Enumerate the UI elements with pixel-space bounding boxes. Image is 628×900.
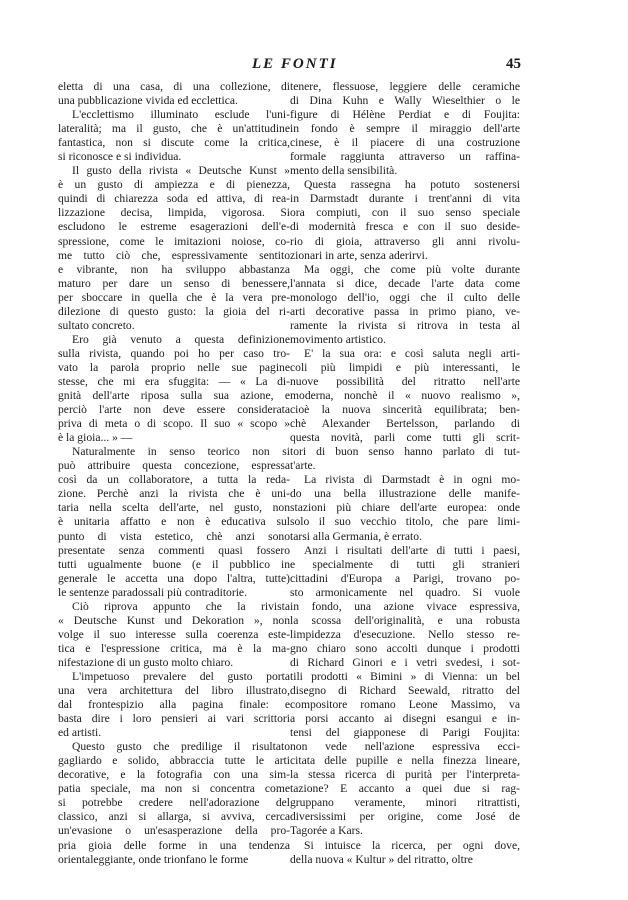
text-line: solo il suo vecchio titolo, che pare limi- — [290, 515, 520, 529]
text-line: tensi del giapponese di Parigi Foujita: — [290, 726, 520, 740]
text-line: sto armonicamente nel quadro. Si vuole — [290, 585, 520, 599]
paragraph — [58, 445, 290, 600]
text-line: chè Alexander Bertelsson, parlando di — [290, 417, 520, 431]
text-line: taria nella scelta dell'arte, nel gusto, non — [58, 501, 290, 515]
text-line: tica e l'espressione critica, ma è la ma- — [58, 641, 290, 655]
text-line: della nuova « Kultur » del ritratto, oltre — [290, 852, 473, 866]
text-line: classico, anzi si allarga, si avviva, cerca — [58, 810, 290, 824]
text-line: me tutto ciò che, espressivamente sentito — [58, 248, 290, 262]
text-line: escludono le estreme esagerazioni dell'e- — [58, 220, 290, 234]
text-line: e specialmente di tutti gli stranieri — [290, 557, 520, 571]
text-line: quindi di chiarezza soda ed attiva, di rea- — [58, 192, 290, 206]
text-line: le sentenze paradossali più contraditorie. — [58, 585, 247, 599]
text-line: compositore romano Leone Massimo, va — [290, 698, 520, 712]
paragraph — [290, 80, 520, 178]
page-number: 45 — [506, 56, 521, 72]
text-line: dal frontespizio alla pagina finale: e — [58, 698, 290, 712]
text-line: maturo per dare un senso di benessere, — [58, 276, 290, 290]
text-line: formale raggiunta attraverso un raffina- — [290, 150, 520, 164]
text-line: la scossa dell'originalità, e una robusta — [290, 613, 520, 627]
text-line: è unitaria affatto e non è educativa sul — [58, 515, 290, 529]
text-line: Ero già venuto a questa definizione — [72, 332, 290, 346]
text-line: si potrebbe credere nell'adorazione del — [58, 796, 290, 810]
text-line: disegno di Richard Seewald, ritratto del — [290, 684, 520, 698]
text-line: gno chiaro sono accolti dunque i prodotti — [290, 641, 520, 655]
text-line: diversissimi per origine, come José de — [290, 810, 520, 824]
text-line: vato la parola proprio nelle sue pagine — [58, 360, 290, 374]
text-line: nifestazione di un gusto molto chiaro. — [58, 655, 234, 669]
text-line: cioè la nuova sincerità equilibrata; ben- — [290, 403, 520, 417]
text-line: in Darmstadt durante i trent'anni di vita — [290, 192, 520, 206]
text-line: punto di vista estetico, chè anzi sono — [58, 529, 290, 543]
text-line: una pubblicazione vivida ed ecclettica. — [58, 94, 238, 108]
text-line: di modernità fresca e con il suo deside- — [290, 220, 520, 234]
text-line: La rivista di Darmstadt è in ogni mo- — [304, 473, 520, 487]
text-line: Ma oggi, che come più volte durante — [304, 262, 520, 276]
text-line: limpidezza d'esecuzione. Nello stesso re- — [290, 627, 520, 641]
text-line: dilezione di questo gusto: la gioia del ri- — [58, 304, 290, 318]
text-line: fantastica, non si discute come la critica, — [58, 136, 290, 150]
text-line: moderna, nonchè il « nuovo realismo », — [290, 389, 520, 403]
text-line: figure di Hélène Perdiat e di Foujita: — [290, 108, 520, 122]
text-line: basta dire i loro pensieri ai vari scrittori — [58, 712, 290, 726]
text-line: arti decorative passa in primo piano, ve- — [290, 304, 520, 318]
text-line: tazione? E accanto a quei due si rag- — [290, 782, 520, 796]
text-line: può attribuire questa concezione, espressa — [58, 459, 290, 473]
text-line: t'arte. — [290, 459, 316, 473]
paragraph — [58, 333, 290, 445]
text-line: è un gusto di ampiezza e di pienezza, — [58, 178, 290, 192]
text-line: così da un collaboratore, a tutta la reda- — [58, 473, 290, 487]
text-line: sulla rivista, quando poi ho per caso tro- — [58, 346, 290, 360]
text-line: movimento artistico. — [290, 332, 386, 346]
text-line: mento della sensibilità. — [290, 164, 398, 178]
text-line: tenere, flessuose, leggiere delle ceramiche — [290, 80, 520, 93]
text-line: in fondo è sempre il miraggio dell'arte — [290, 122, 520, 136]
text-line: la stessa ricerca di purità per l'interpreta- — [290, 768, 520, 782]
text-line: spressione, come le imitazioni noiose, co- — [58, 234, 290, 248]
text-line: coli più limpidi e più interessanti, le — [290, 360, 520, 374]
paragraph — [58, 600, 290, 670]
paragraph — [290, 544, 520, 839]
text-line: volge il suo interesse sulla coerenza este- — [58, 627, 290, 641]
text-line: per sboccare in quella che è la vera pre- — [58, 290, 290, 304]
text-line: Ciò riprova appunto che la rivista — [72, 599, 290, 613]
text-line: presentate senza commenti quasi fossero — [58, 543, 290, 557]
text-line: di Richard Ginori e i vetri svedesi, i sot- — [290, 655, 520, 669]
paragraph — [290, 473, 520, 543]
paragraph — [290, 347, 520, 473]
running-title: LE FONTI — [252, 56, 338, 72]
text-line: un'evasione o un'esasperazione della pro- — [58, 824, 290, 838]
text-line: tarsi alla Germania, è errato. — [290, 529, 422, 543]
text-line: tutti ugualmente buone (e il pubblico in — [58, 557, 290, 571]
text-line: Tagorée a Kars. — [290, 824, 363, 838]
text-line: sultato concreto. — [58, 318, 135, 332]
text-line: priva di meta o di scopo. Il suo « scopo » — [58, 417, 290, 431]
text-line: decorative, e la fotografia con una sim- — [58, 768, 290, 782]
text-line: l'annata si dice, decade l'arte data come — [290, 276, 520, 290]
text-line: tori di buon senso hanno parlato di tut- — [290, 445, 520, 459]
paragraph — [58, 80, 290, 108]
text-line: si riconosce e si individua. — [58, 150, 182, 164]
paragraph — [290, 839, 520, 867]
paragraph — [290, 178, 520, 262]
text-line: lizzazione decisa, limpida, vigorosa. Si — [58, 206, 290, 220]
text-line: cittadini d'Europa a Parigi, trovano po- — [290, 571, 520, 585]
text-line: orientaleggiante, onde trionfano le forme — [58, 852, 249, 866]
text-line: L'impetuoso prevalere del gusto porta — [72, 669, 290, 683]
text-line: è la gioia... » — — [58, 431, 133, 445]
text-line: di Dina Kuhn e Wally Wieselthier o le — [290, 94, 520, 108]
text-line: Questa rassegna ha potuto sostenersi — [304, 178, 520, 192]
text-line: zionari in arte, senza aderirvi. — [290, 248, 428, 262]
text-line: lateralità; ma il gusto, che è un'attitudine — [58, 122, 290, 136]
text-line: nuove possibilità del ritratto nell'arte — [290, 374, 520, 388]
text-line: tili prodotti « Bimini » di Vienna: un bel — [290, 669, 520, 683]
text-line: a porsi accanto ai disegni esangui e in- — [290, 712, 520, 726]
text-line: e vibrante, non ha sviluppo abbastanza — [58, 262, 290, 276]
paragraph — [58, 670, 290, 740]
text-line: E' la sua ora: e così saluta negli arti- — [304, 346, 520, 360]
paragraph — [58, 164, 290, 333]
text-line: Questo gusto che predilige il risultato — [72, 740, 290, 754]
left-column — [58, 80, 290, 867]
right-column — [290, 80, 520, 867]
text-line: « Deutsche Kunst und Dekoration », non — [58, 613, 290, 627]
text-line: non vede nell'azione espressiva ecci- — [290, 740, 520, 754]
text-line: una vera architettura del libro illustrato, — [58, 684, 290, 698]
text-line: ora compiuti, con il suo senso speciale — [290, 206, 520, 220]
text-line: stesse, che mi era sfuggita: — « La di- — [58, 374, 290, 388]
text-line: in fondo, una azione vivace espressiva, — [290, 599, 520, 613]
text-line: patia speciale, ma non si concentra come — [58, 782, 290, 796]
running-head — [0, 56, 628, 76]
text-line: citata delle pupille e nella finezza lineare, — [290, 754, 520, 768]
paragraph — [290, 263, 520, 347]
text-line: Il gusto della rivista « Deutsche Kunst » — [72, 164, 290, 178]
text-line: Anzi i risultati dell'arte di tutti i paesi, — [304, 543, 520, 557]
text-line: generale le accetta una dopo l'altra, tutte) — [58, 571, 290, 585]
text-line: stazioni più chiare dell'arte europea: onde — [290, 501, 520, 515]
text-line: rio di gioia, attraverso gli anni rivolu- — [290, 234, 520, 248]
text-line: perciò l'arte non deve essere considerata — [58, 403, 290, 417]
text-line: L'ecclettismo illuminato esclude l'uni- — [72, 108, 290, 122]
text-line: do una bella illustrazione delle manife- — [290, 487, 520, 501]
paragraph — [58, 108, 290, 164]
text-line: gagliardo e solido, abbraccia tutte le arti — [58, 754, 290, 768]
text-line: Naturalmente in senso teorico non si — [72, 445, 290, 459]
text-line: zione. Perchè anzi la rivista che è uni- — [58, 487, 290, 501]
text-line: questa novità, parli come tutti gli scrit- — [290, 431, 520, 445]
text-line: gnità dell'arte riposa sulla sua azione, e — [58, 389, 290, 403]
text-line: ramente la rivista si ritrova in testa al — [290, 318, 520, 332]
text-line: cinese, è il piacere di una costruzione — [290, 136, 520, 150]
text-line: eletta di una casa, di una collezione, di — [58, 80, 290, 93]
paragraph — [58, 740, 290, 866]
text-line: ed artisti. — [58, 726, 102, 740]
text-line: pria gioia delle forme in una tendenza — [58, 838, 290, 852]
text-line: gruppano veramente, minori ritrattisti, — [290, 796, 520, 810]
text-line: monologo dell'io, oggi che il culto delle — [290, 290, 520, 304]
text-line: Si intuisce la ricerca, per ogni dove, — [304, 838, 520, 852]
